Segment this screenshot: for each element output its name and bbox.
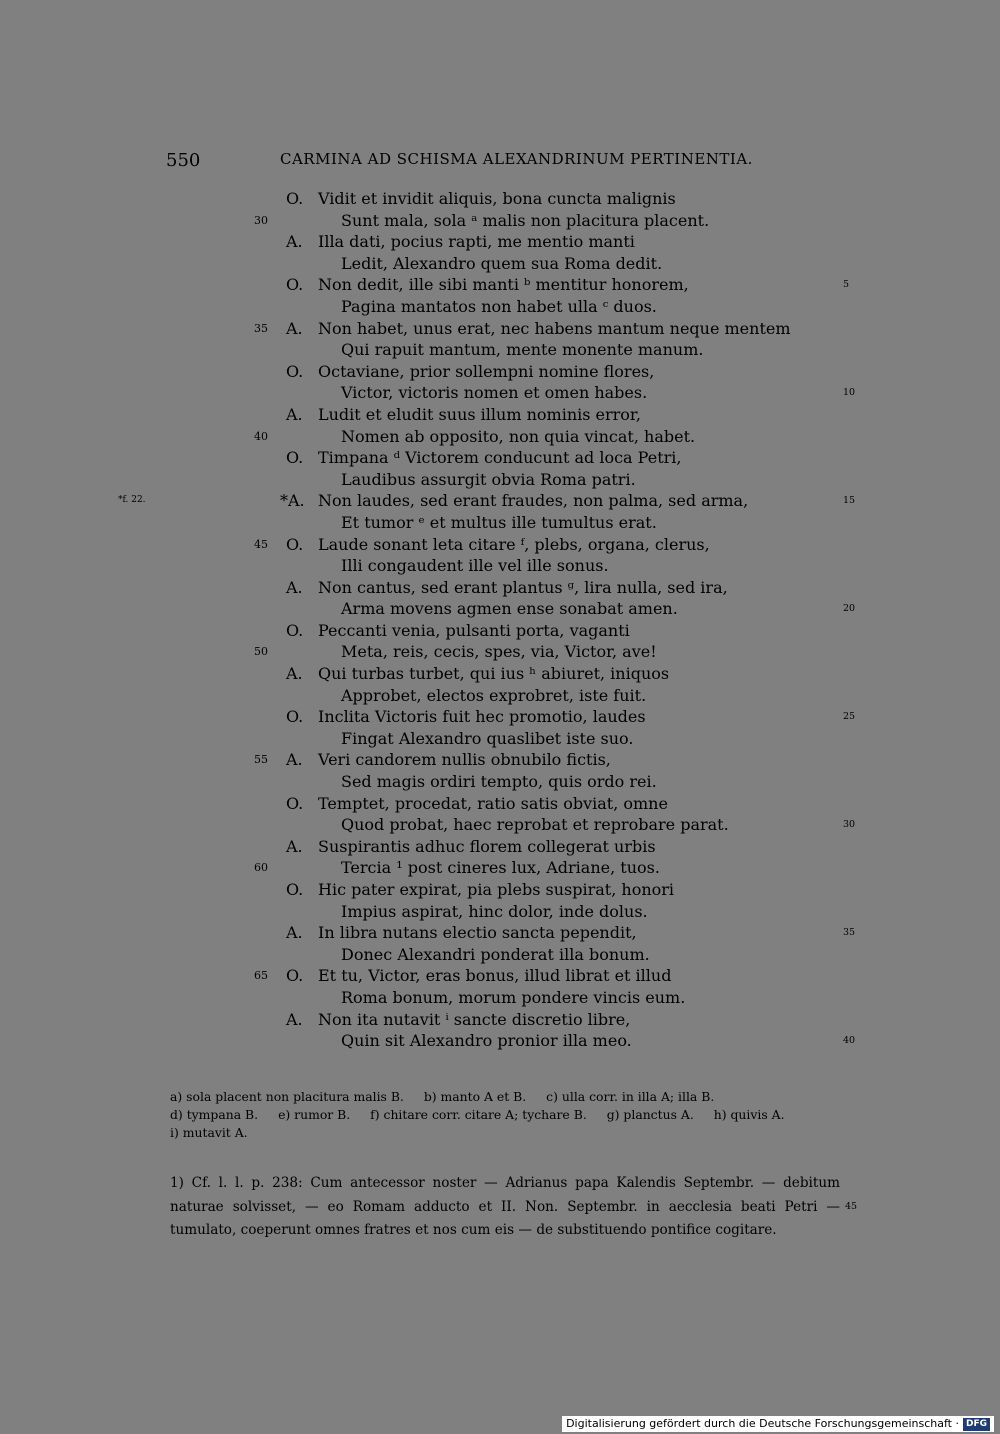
poem-line bbox=[0, 361, 1000, 383]
poem-line bbox=[0, 749, 1000, 771]
footnote-row-2 bbox=[170, 1106, 842, 1124]
verse-text: Quod probat, haec reprobat et reprobare parat. bbox=[341, 815, 729, 835]
speaker-label: O. bbox=[286, 707, 304, 727]
digitization-banner bbox=[562, 1416, 994, 1432]
poem-line bbox=[0, 210, 1000, 232]
verse-text: Laudibus assurgit obvia Roma patri. bbox=[341, 469, 636, 489]
poem-line bbox=[0, 447, 1000, 469]
verse-text: Timpana ᵈ Victorem conducunt ad loca Petri, bbox=[318, 448, 682, 468]
verse-text: Et tumor ᵉ et multus ille tumultus erat. bbox=[341, 512, 657, 532]
verse-text: Inclita Victoris fuit hec promotio, laudes bbox=[318, 707, 646, 727]
verse-text: Non laudes, sed erant fraudes, non palma, sed arma, bbox=[318, 491, 749, 511]
poem-line bbox=[0, 771, 1000, 793]
poem-line bbox=[0, 512, 1000, 534]
verse-text: Fingat Alexandro quaslibet iste suo. bbox=[341, 728, 634, 748]
margin-folio-note: *f. 22. bbox=[118, 495, 146, 506]
dfg-logo-icon: DFG bbox=[963, 1418, 990, 1431]
verse-text: Sed magis ordiri tempto, quis ordo rei. bbox=[341, 772, 657, 792]
verse-text: Illi congaudent ille vel ille sonus. bbox=[341, 556, 609, 576]
speaker-label: O. bbox=[286, 880, 304, 899]
poem-line bbox=[0, 188, 1000, 210]
verse-text: Qui rapuit mantum, mente monente manum. bbox=[341, 340, 704, 360]
running-title: CARMINA AD SCHISMA ALEXANDRINUM PERTINENTIA. bbox=[280, 150, 753, 168]
speaker-label: O. bbox=[286, 966, 304, 986]
poem-line bbox=[0, 534, 1000, 556]
verse-number: 15 bbox=[843, 495, 856, 507]
verse-text: Octaviane, prior sollempni nomine flores, bbox=[318, 361, 655, 381]
footnote-row-3 bbox=[170, 1124, 842, 1142]
footnote: i) mutavit A. bbox=[170, 1125, 248, 1140]
verse-text: Vidit et invidit aliquis, bona cuncta malignis bbox=[318, 189, 676, 208]
verse-number: 35 bbox=[843, 927, 856, 939]
poem-line bbox=[0, 901, 1000, 923]
speaker-label: *A. bbox=[280, 491, 305, 511]
speaker-label: A. bbox=[286, 232, 303, 252]
verse-text: Approbet, electos exprobret, iste fuit. bbox=[341, 685, 647, 705]
poem-line bbox=[0, 944, 1000, 966]
verse-text: Victor, victoris nomen et omen habes. bbox=[341, 383, 648, 403]
line-number: 45 bbox=[254, 537, 268, 551]
banner-text: Digitalisierung gefördert durch die Deutsche Forschungsgemeinschaft · bbox=[566, 1417, 959, 1430]
poem-line bbox=[0, 987, 1000, 1009]
poem-line bbox=[0, 318, 1000, 340]
footnote-row-1 bbox=[170, 1088, 842, 1106]
poem bbox=[0, 188, 1000, 1052]
verse-text: Hic pater expirat, pia plebs suspirat, honori bbox=[318, 880, 675, 899]
poem-line bbox=[0, 965, 1000, 987]
note-text: 1) Cf. l. l. p. 238: Cum antecessor noster — Adrianus papa Kalendis Septembr. — debitum naturae solvisset, — eo Romam adducto et II. Non. Septembr. in aecclesia beati Petri — tumulato, coeperunt omnes fratres et nos cum eis — de substituendo pontifice cogitare. bbox=[170, 1175, 840, 1238]
verse-text: Temptet, procedat, ratio satis obviat, omne bbox=[318, 793, 668, 813]
poem-line bbox=[0, 469, 1000, 491]
poem-line bbox=[0, 404, 1000, 426]
speaker-label: O. bbox=[286, 620, 304, 640]
poem-line bbox=[0, 706, 1000, 728]
poem-line bbox=[0, 577, 1000, 599]
poem-line bbox=[0, 426, 1000, 448]
verse-text: Non habet, unus erat, nec habens mantum neque mentem bbox=[318, 318, 791, 338]
speaker-label: A. bbox=[286, 750, 303, 770]
verse-text: Veri candorem nullis obnubilo fictis, bbox=[318, 750, 611, 770]
line-number: 65 bbox=[254, 969, 268, 983]
footnote: c) ulla corr. in illa A; illa B. bbox=[546, 1089, 715, 1104]
page-number: 550 bbox=[166, 150, 201, 171]
note-margin-number: 45 bbox=[845, 1201, 858, 1212]
line-number: 60 bbox=[254, 861, 268, 875]
line-number: 40 bbox=[254, 429, 268, 443]
verse-text: Meta, reis, cecis, spes, via, Victor, ave! bbox=[341, 642, 657, 662]
verse-text: Donec Alexandri ponderat illa bonum. bbox=[341, 944, 650, 964]
verse-number: 10 bbox=[843, 387, 856, 399]
speaker-label: A. bbox=[286, 318, 303, 338]
poem-line bbox=[0, 620, 1000, 642]
poem-line bbox=[0, 663, 1000, 685]
poem-line bbox=[0, 922, 1000, 944]
verse-text: Ludit et eludit suus illum nominis error, bbox=[318, 404, 641, 424]
critical-apparatus bbox=[170, 1088, 842, 1142]
verse-text: Qui turbas turbet, qui ius ʰ abiuret, iniquos bbox=[318, 664, 670, 684]
footnote: h) quivis A. bbox=[713, 1107, 785, 1122]
verse-text: Illa dati, pocius rapti, me mentio manti bbox=[318, 232, 635, 252]
speaker-label: O. bbox=[286, 189, 304, 208]
verse-text: Roma bonum, morum pondere vincis eum. bbox=[341, 987, 686, 1007]
line-number: 30 bbox=[254, 213, 268, 227]
footnote: a) sola placent non placitura malis B. bbox=[170, 1089, 404, 1104]
verse-number: 40 bbox=[843, 1035, 856, 1047]
speaker-label: A. bbox=[286, 404, 303, 424]
speaker-label: O. bbox=[286, 448, 304, 468]
verse-text: Non ita nutavit ⁱ sancte discretio libre, bbox=[318, 1009, 631, 1029]
poem-line bbox=[0, 382, 1000, 404]
poem-line bbox=[0, 1030, 1000, 1052]
verse-text: Et tu, Victor, eras bonus, illud librat et illud bbox=[318, 966, 672, 986]
verse-number: 25 bbox=[843, 711, 856, 723]
verse-number: 5 bbox=[843, 279, 850, 291]
speaker-label: A. bbox=[286, 836, 303, 856]
verse-text: Peccanti venia, pulsanti porta, vaganti bbox=[318, 620, 630, 640]
verse-text: Sunt mala, sola ᵃ malis non placitura placent. bbox=[341, 210, 710, 230]
verse-number: 20 bbox=[843, 603, 856, 615]
line-number: 50 bbox=[254, 645, 268, 659]
footnote: e) rumor B. bbox=[278, 1107, 351, 1122]
poem-line bbox=[0, 339, 1000, 361]
verse-text: Laude sonant leta citare ᶠ, plebs, organa, clerus, bbox=[318, 534, 710, 554]
verse-text: Suspirantis adhuc florem collegerat urbis bbox=[318, 836, 656, 856]
poem-line bbox=[0, 598, 1000, 620]
verse-text: Non cantus, sed erant plantus ᵍ, lira nulla, sed ira, bbox=[318, 577, 728, 597]
poem-line bbox=[0, 555, 1000, 577]
speaker-label: A. bbox=[286, 923, 303, 943]
footnote: g) planctus A. bbox=[606, 1107, 694, 1122]
poem-line bbox=[0, 296, 1000, 318]
verse-text: Tercia ¹ post cineres lux, Adriane, tuos. bbox=[341, 858, 660, 878]
verse-text: Nomen ab opposito, non quia vincat, habet. bbox=[341, 426, 696, 446]
poem-line bbox=[0, 879, 1000, 901]
verse-text: Ledit, Alexandro quem sua Roma dedit. bbox=[341, 253, 663, 273]
poem-line bbox=[0, 641, 1000, 663]
verse-text: Quin sit Alexandro pronior illa meo. bbox=[341, 1031, 632, 1051]
poem-line bbox=[0, 728, 1000, 750]
line-number: 55 bbox=[254, 753, 268, 767]
verse-text: Arma movens agmen ense sonabat amen. bbox=[341, 599, 678, 619]
verse-text: Pagina mantatos non habet ulla ᶜ duos. bbox=[341, 296, 657, 316]
speaker-label: A. bbox=[286, 1009, 303, 1029]
speaker-label: O. bbox=[286, 275, 304, 295]
speaker-label: O. bbox=[286, 361, 304, 381]
verse-text: Impius aspirat, hinc dolor, inde dolus. bbox=[341, 901, 648, 921]
poem-line bbox=[0, 814, 1000, 836]
speaker-label: A. bbox=[286, 664, 303, 684]
historical-note bbox=[170, 1172, 858, 1243]
poem-line bbox=[0, 490, 1000, 512]
footnote: d) tympana B. bbox=[170, 1107, 259, 1122]
poem-line bbox=[0, 685, 1000, 707]
poem-line bbox=[0, 253, 1000, 275]
line-number: 35 bbox=[254, 321, 268, 335]
poem-line bbox=[0, 274, 1000, 296]
speaker-label: O. bbox=[286, 534, 304, 554]
poem-line bbox=[0, 836, 1000, 858]
speaker-label: A. bbox=[286, 577, 303, 597]
verse-number: 30 bbox=[843, 819, 856, 831]
verse-text: Non dedit, ille sibi manti ᵇ mentitur honorem, bbox=[318, 275, 689, 295]
speaker-label: O. bbox=[286, 793, 304, 813]
poem-line bbox=[0, 1009, 1000, 1031]
poem-line bbox=[0, 793, 1000, 815]
poem-line bbox=[0, 857, 1000, 879]
verse-text: In libra nutans electio sancta pependit, bbox=[318, 923, 637, 943]
footnote: f) chitare corr. citare A; tychare B. bbox=[370, 1107, 587, 1122]
footnote: b) manto A et B. bbox=[423, 1089, 527, 1104]
poem-line bbox=[0, 231, 1000, 253]
